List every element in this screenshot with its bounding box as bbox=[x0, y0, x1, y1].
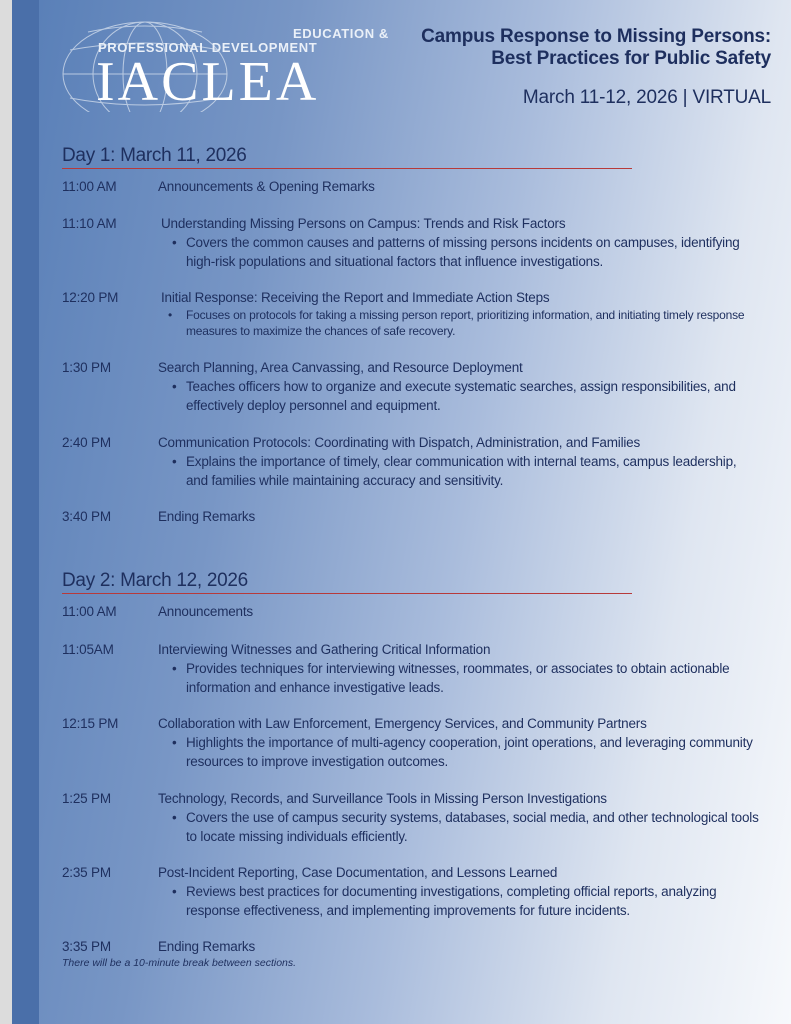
bullet-icon: • bbox=[172, 810, 177, 825]
bullet-icon: • bbox=[172, 661, 177, 676]
bullet-icon: • bbox=[172, 884, 177, 899]
agenda-description-text: Focuses on protocols for taking a missing person report, prioritizing information, and initiating timely response measures to maximize the chances of safe recovery. bbox=[186, 308, 745, 338]
agenda-time: 2:40 PM bbox=[62, 435, 111, 450]
page-edge-strip bbox=[0, 0, 12, 1024]
title-line-2: Best Practices for Public Safety bbox=[491, 48, 771, 69]
title-block bbox=[421, 26, 771, 110]
agenda-description bbox=[158, 377, 758, 415]
agenda-title: Search Planning, Area Canvassing, and Resource Deployment bbox=[158, 360, 523, 375]
agenda-time: 1:30 PM bbox=[62, 360, 111, 375]
agenda-title: Technology, Records, and Surveillance Tools in Missing Person Investigations bbox=[158, 791, 607, 806]
bullet-icon: • bbox=[172, 379, 177, 394]
agenda-time: 11:00 AM bbox=[62, 604, 117, 619]
agenda-description bbox=[158, 808, 768, 846]
agenda-time: 1:25 PM bbox=[62, 791, 111, 806]
agenda-description-text: Highlights the importance of multi-agency cooperation, joint operations, and leveraging community resources to improve investigation outcomes. bbox=[186, 735, 753, 769]
agenda-title: Interviewing Witnesses and Gathering Critical Information bbox=[158, 642, 491, 657]
iaclea-logo bbox=[60, 12, 389, 113]
agenda-description bbox=[158, 233, 758, 271]
title-line-1: Campus Response to Missing Persons: bbox=[421, 26, 771, 47]
agenda-title: Announcements bbox=[158, 604, 253, 619]
agenda-title: Ending Remarks bbox=[158, 939, 255, 954]
agenda-title: Initial Response: Receiving the Report and Immediate Action Steps bbox=[161, 290, 550, 305]
agenda-description bbox=[158, 452, 758, 490]
agenda-title: Communication Protocols: Coordinating with Dispatch, Administration, and Families bbox=[158, 435, 641, 450]
agenda-time: 3:35 PM bbox=[62, 939, 111, 954]
agenda-description-text: Teaches officers how to organize and execute systematic searches, assign responsibilities, and effectively deploy personnel and equipment. bbox=[186, 379, 736, 413]
agenda-title: Post-Incident Reporting, Case Documentation, and Lessons Learned bbox=[158, 865, 558, 880]
agenda-time: 11:10 AM bbox=[62, 216, 117, 231]
event-date-format: March 11-12, 2026 | VIRTUAL bbox=[522, 87, 771, 108]
agenda-title: Collaboration with Law Enforcement, Emergency Services, and Community Partners bbox=[158, 716, 647, 731]
agenda-time: 3:40 PM bbox=[62, 509, 111, 524]
agenda-description-text: Explains the importance of timely, clear communication with internal teams, campus leadership, and families while maintaining accuracy and sensitivity. bbox=[186, 454, 737, 488]
break-note: There will be a 10-minute break between sections. bbox=[62, 957, 297, 969]
day1-heading: Day 1: March 11, 2026 bbox=[62, 145, 632, 169]
bullet-icon: • bbox=[168, 308, 173, 322]
agenda-description bbox=[158, 733, 758, 771]
agenda-title: Announcements & Opening Remarks bbox=[158, 179, 375, 194]
agenda-description bbox=[158, 307, 758, 339]
agenda-description-text: Covers the common causes and patterns of missing persons incidents on campuses, identifying high-risk populations and situational factors that influence investigations. bbox=[186, 235, 740, 269]
agenda-time: 11:00 AM bbox=[62, 179, 117, 194]
agenda-time: 2:35 PM bbox=[62, 865, 111, 880]
agenda-title: Ending Remarks bbox=[158, 509, 255, 524]
logo-line2: PROFESSIONAL DEVELOPMENT bbox=[98, 40, 318, 55]
agenda-time: 12:20 PM bbox=[62, 290, 119, 305]
day2-heading: Day 2: March 12, 2026 bbox=[62, 570, 632, 594]
agenda-time: 11:05AM bbox=[62, 642, 114, 657]
bullet-icon: • bbox=[172, 735, 177, 750]
agenda-description bbox=[158, 882, 770, 920]
agenda-description-text: Reviews best practices for documenting investigations, completing official reports, analyzing response effectiveness, and implementing improvements for future incidents. bbox=[186, 884, 717, 918]
agenda-description bbox=[158, 659, 758, 697]
logo-line1: EDUCATION & bbox=[293, 26, 389, 41]
agenda-title: Understanding Missing Persons on Campus: Trends and Risk Factors bbox=[161, 216, 566, 231]
logo-wordmark: IACLEA bbox=[96, 51, 320, 113]
left-accent-bar bbox=[12, 0, 39, 1024]
agenda-time: 12:15 PM bbox=[62, 716, 119, 731]
bullet-icon: • bbox=[172, 235, 177, 250]
bullet-icon: • bbox=[172, 454, 177, 469]
agenda-description-text: Covers the use of campus security systems, databases, social media, and other technological tools to locate missing individuals efficiently. bbox=[186, 810, 759, 844]
agenda-description-text: Provides techniques for interviewing witnesses, roommates, or associates to obtain actionable information and enhance investigative leads. bbox=[186, 661, 730, 695]
